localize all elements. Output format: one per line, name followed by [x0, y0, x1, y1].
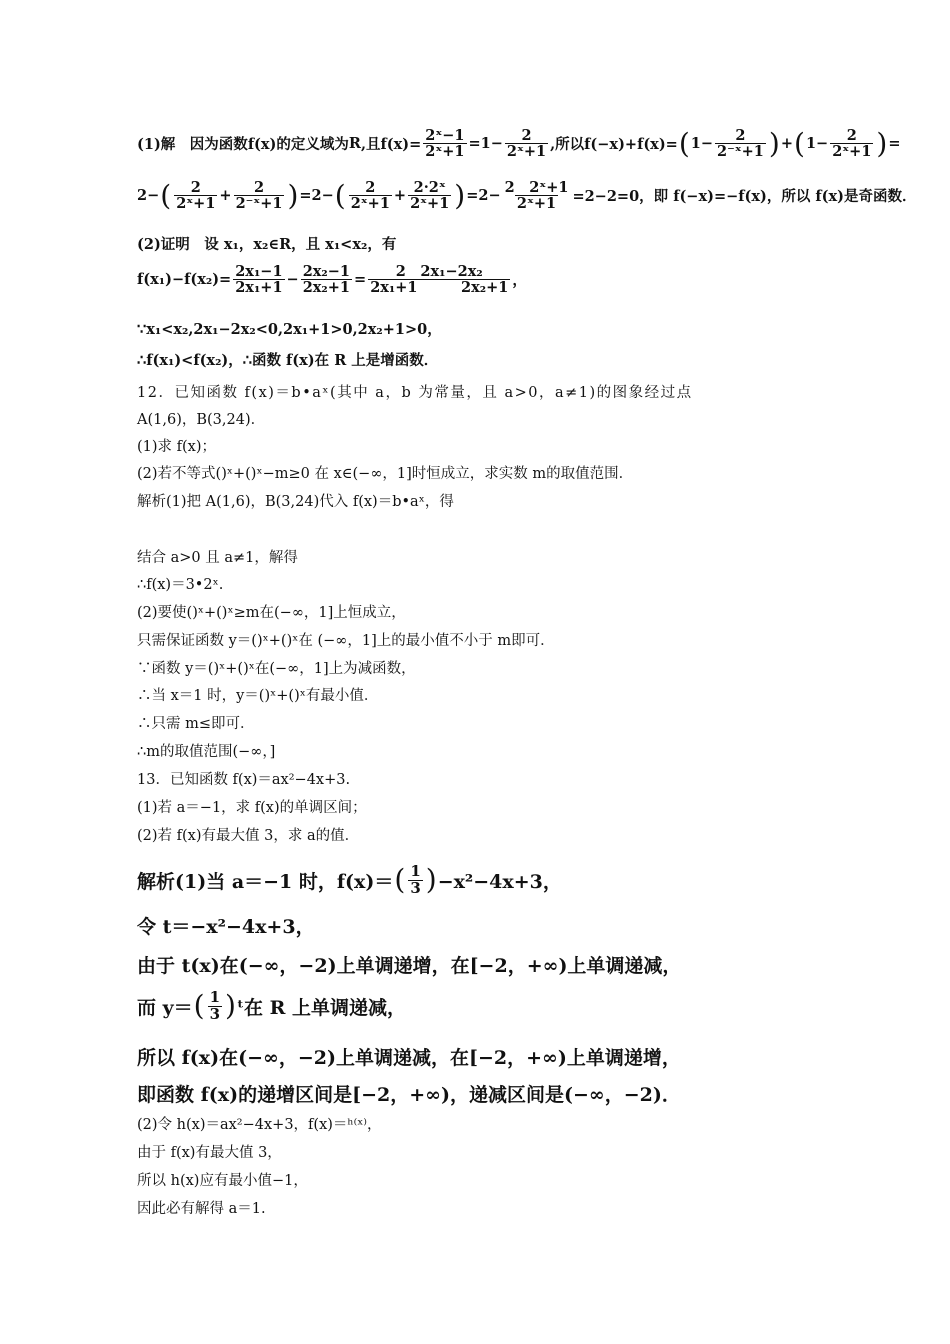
q13-solution-3: 所以 h(x)应有最小值−1， [137, 1173, 308, 1189]
numerator: 1 [410, 862, 421, 880]
q12-points: A(1,6)，B(3,24)． [137, 412, 266, 428]
text: − [286, 271, 299, 289]
q12-solution-4: (2)要使()ˣ+()ˣ≥m在(−∞，1]上恒成立， [137, 605, 406, 621]
numerator: 2 [253, 179, 265, 196]
fraction [368, 264, 510, 295]
proof-line-5: ∵x₁<x₂,2x₁−2x₂<0,2x₁+1>0,2x₂+1>0， [137, 321, 442, 338]
text: (1)解 因为函数 [137, 136, 248, 154]
left-paren: ( [394, 863, 406, 897]
text: =2−2=0，即 f(−x)=−f(x)，所以 f(x)是奇函数． [572, 188, 917, 206]
q12-solution-2: 结合 a>0 且 a≠1，解得 [137, 550, 298, 566]
q12-part1: (1)求 f(x)； [137, 439, 217, 455]
text: f(x₁)−f(x₂)= [137, 271, 232, 289]
q12-solution-7: ∴当 x＝1 时，y＝()ˣ+()ˣ有最小值． [137, 688, 379, 704]
numerator: 2 [735, 127, 746, 144]
numerator: 1 [209, 988, 221, 1006]
denominator: 2x₂+1 [302, 279, 351, 297]
text: −x²−4x+3， [437, 870, 562, 893]
q13-solution-4: 因此必有解得 a＝1. [137, 1201, 266, 1217]
fraction [301, 264, 352, 295]
fraction [349, 180, 392, 211]
numerator: 2x₁−1 [235, 263, 283, 280]
text: ， [512, 272, 527, 290]
numerator: 2 2ˣ+1 [504, 179, 569, 196]
text: + [219, 187, 232, 205]
numerator: 2x₂−1 [302, 263, 351, 280]
text: 解析(1)当 a＝−1 时，f(x)＝ [137, 870, 394, 893]
numerator: 2 [846, 127, 857, 144]
proof-line-3: (2)证明 设 x₁，x₂∈R，且 x₁<x₂，有 [137, 236, 397, 253]
left-paren: ( [334, 178, 346, 212]
proof-line-1 [137, 128, 901, 159]
denominator: 2x₁+1 2x₂+1 [370, 279, 509, 297]
q12-solution-8: ∴只需 m≤即可． [137, 716, 255, 732]
proof-line-4 [137, 264, 527, 295]
text: =1− [468, 135, 503, 153]
left-paren: ( [193, 989, 205, 1023]
text: =2− [466, 187, 501, 205]
q12-part2: (2)若不等式()ˣ+()ˣ−m≥0 在 x∈(−∞，1]时恒成立，求实数 m的取值范围． [137, 466, 634, 482]
q13-solution-2: 由于 f(x)有最大值 3， [137, 1145, 282, 1161]
denominator: 2⁻ˣ+1 [717, 143, 764, 161]
text: R [348, 135, 361, 153]
q12-solution-6: ∵函数 y＝()ˣ+()ˣ在(−∞，1]上为减函数， [137, 661, 416, 677]
q13-analysis-4 [137, 990, 406, 1023]
q13-part2: (2)若 f(x)有最大值 3，求 a的值． [137, 828, 360, 844]
text: 1− [805, 135, 829, 153]
right-paren: ) [768, 126, 780, 160]
fraction [505, 128, 548, 159]
q12-solution-3: ∴f(x)＝3•2ˣ. [137, 577, 224, 593]
text: 而 y＝ [137, 996, 193, 1019]
numerator: 2·2ˣ [413, 179, 446, 196]
q12-solution-5: 只需保证函数 y＝()ˣ+()ˣ在 (−∞，1]上的最小值不小于 m即可． [137, 633, 555, 649]
denominator: 3 [209, 1004, 221, 1023]
text: = [354, 271, 367, 289]
fraction [423, 128, 466, 159]
fraction [233, 264, 284, 295]
fraction [408, 864, 422, 897]
text: 2− [137, 187, 160, 205]
text: 1− [690, 135, 714, 153]
q13-analysis-5: 所以 f(x)在(−∞，−2)上单调递减，在[−2，+∞)上单调递增， [137, 1047, 681, 1069]
q12-solution-1: 解析(1)把 A(1,6)，B(3,24)代入 f(x)＝b•aˣ，得 [137, 494, 454, 510]
numerator: 2 [190, 179, 201, 196]
denominator: 2ˣ+1 [176, 195, 216, 213]
right-paren: ) [454, 178, 466, 212]
right-paren: ) [425, 863, 437, 897]
denominator: 2ˣ+1 [410, 195, 450, 213]
numerator: 2ˣ−1 [425, 127, 465, 144]
denominator: 2⁻ˣ+1 [235, 195, 283, 213]
denominator: 2ˣ+1 [832, 143, 872, 161]
q13-stem: 13．已知函数 f(x)＝ax²−4x+3. [137, 772, 351, 788]
text: =2− [299, 187, 334, 205]
q13-solution-1: (2)令 h(x)＝ax²−4x+3，f(x)＝ʰ⁽ˣ⁾， [137, 1117, 382, 1133]
text: ᵗ在 R 上单调递减， [236, 996, 407, 1019]
numerator: 2 [521, 127, 532, 144]
proof-line-2 [137, 180, 917, 211]
left-paren: ( [678, 126, 690, 160]
proof-line-6: ∴f(x₁)<f(x₂)，∴函数 f(x)在 R 上是增函数． [137, 352, 439, 369]
fraction [830, 128, 873, 159]
fraction [174, 180, 217, 211]
text: f(x)的定义域为 [247, 136, 349, 154]
denominator: 2ˣ+1 [506, 143, 547, 161]
text: + [780, 135, 793, 153]
left-paren: ( [160, 178, 172, 212]
q13-analysis-6: 即函数 f(x)的递增区间是[−2，+∞)，递减区间是(−∞，−2)． [137, 1084, 681, 1106]
text: ,所以f(−x)+f(x)= [550, 136, 678, 154]
right-paren: ) [225, 989, 236, 1023]
numerator: 2 [365, 179, 376, 196]
denominator: 2x₁+1 [235, 279, 283, 297]
right-paren: ) [876, 126, 888, 160]
fraction [715, 128, 766, 159]
q12-solution-9: ∴m的取值范围(−∞，] [137, 744, 276, 760]
q13-analysis-3: 由于 t(x)在(−∞，−2)上单调递增，在[−2，+∞)上单调递减， [137, 955, 682, 977]
denominator: 2ˣ+1 [350, 195, 390, 213]
denominator: 2ˣ+1 [516, 195, 557, 213]
text: = [888, 135, 901, 153]
denominator: 3 [410, 878, 421, 897]
q13-part1: (1)若 a＝−1，求 f(x)的单调区间； [137, 800, 367, 816]
fraction [208, 990, 222, 1023]
denominator: 2ˣ+1 [425, 143, 465, 161]
text: ,且f(x)= [360, 136, 422, 154]
q13-analysis-1 [137, 864, 562, 897]
numerator: 2 2x₁−2x₂ [395, 263, 483, 280]
right-paren: ) [287, 178, 299, 212]
text: + [393, 187, 407, 205]
left-paren: ( [794, 126, 805, 160]
fraction [408, 180, 451, 211]
fraction [234, 180, 285, 211]
fraction [503, 180, 571, 211]
q13-analysis-2: 令 t＝−x²−4x+3， [137, 916, 315, 938]
q12-stem: 12．已知函数 f(x)＝b•aˣ(其中 a，b 为常量，且 a>0，a≠1)的图象经过点 [137, 385, 693, 401]
